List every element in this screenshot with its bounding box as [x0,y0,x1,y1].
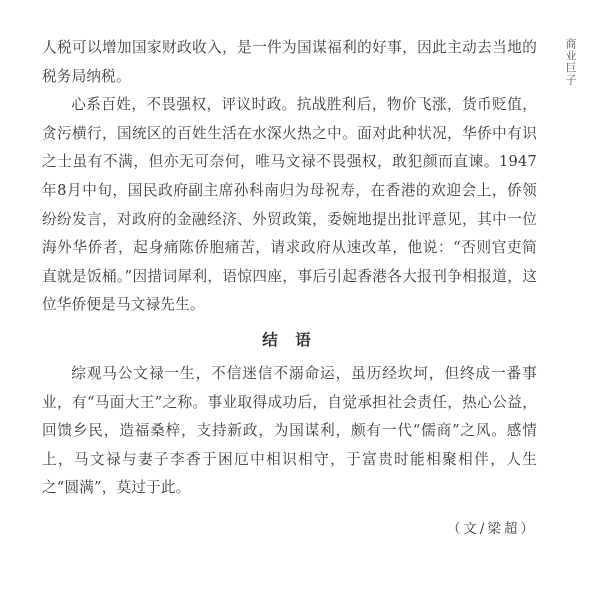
article-body [42,34,537,544]
paragraph-conclusion: 综观马公文禄一生，不信迷信不溺命运，虽历经坎坷，但终成一番事业，有“马面大王”之称。事业取得成功后，自觉承担社会责任，热心公益，回馈乡民，造福桑梓，支持新政，为国谋利，颇有一代“儒商”之风。感情上，马文禄与妻子李香于困厄中相识相守，于富贵时能相聚相伴，人生之“圆满”，莫过于此。 [42,364,537,497]
author-byline: （文/梁超） [446,520,537,537]
section-heading-conclusion: 结 语 [262,329,317,349]
paragraph-caring-for-people: 心系百姓，不畏强权，评议时政。抗战胜利后，物价飞涨，货币贬值，贪污横行，国统区的百姓生活在水深火热之中。面对此种状况，华侨中有识之士虽有不满，但亦无可奈何，唯马文禄不畏强权，敢犯颜而直谏。1947年8月中旬，国民政府副主席孙科南归为母祝寿，在香港的欢迎会上，侨领纷纷发言，对政府的金融经济、外贸政策，委婉地提出批评意见，其中一位海外华侨者，起身痛陈侨胞痛苦，请求政府从速改革，他说：“否则官吏简直就是饭桶。”因措词犀利，语惊四座，事后引起香港各大报刊争相报道，这位华侨便是马文禄先生。 [42,96,537,314]
paragraph-tax-continuation: 人税可以增加国家财政收入，是一件为国谋福利的好事，因此主动去当地的税务局纳税。 [42,39,537,85]
running-header-label: 商业巨子 [564,38,577,86]
